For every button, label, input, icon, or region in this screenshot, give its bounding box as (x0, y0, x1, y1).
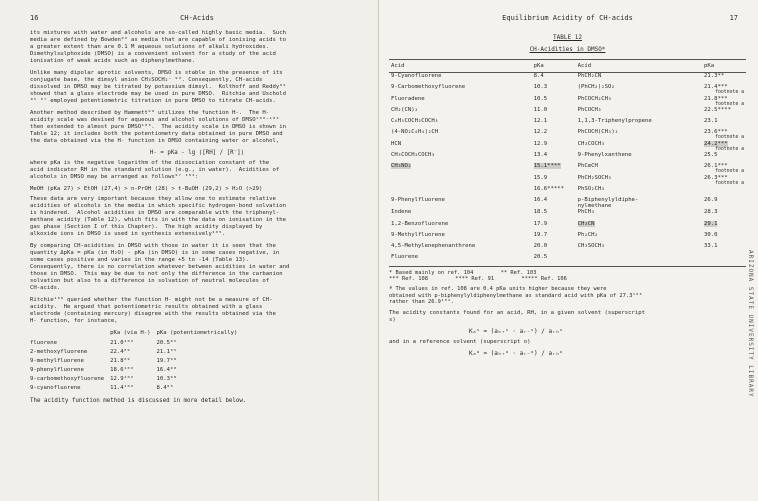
left-page-header (30, 14, 364, 30)
cell-text: 26.3*** (704, 174, 728, 181)
cell-text: 26.9 (704, 197, 718, 204)
table-cell (576, 141, 702, 152)
footnote: ** Ref. 103 (500, 269, 537, 276)
cell-text: PhC≡CH (577, 163, 598, 170)
right-page (379, 0, 758, 501)
cell-text: 9-Phenylxanthene (577, 152, 632, 159)
table-number: TABLE 12 (553, 34, 582, 41)
table-cell (702, 254, 746, 266)
table-cell (576, 175, 702, 186)
cell-text: Indene (391, 209, 412, 216)
cell-text: 18.5 (533, 209, 548, 216)
table-cell (532, 107, 576, 118)
table-header-row (389, 60, 746, 73)
table-cell: 8.4⁹⁵ (156, 384, 174, 391)
table-row (389, 197, 746, 209)
table-cell (532, 175, 576, 186)
cell-text: 20.5 (533, 254, 548, 261)
running-title: Equilibrium Acidity of CH-acids (502, 14, 633, 22)
cell-text: CH₃COCH₂COCH₃ (391, 152, 435, 159)
table-cell (576, 243, 702, 254)
table-cell (576, 221, 702, 232)
footnote: *** Ref. 108 (389, 276, 428, 283)
cell-text: CH₃CN (577, 220, 595, 227)
table-cell (532, 186, 576, 197)
table-row (389, 84, 746, 95)
cell-text: 21.4*** (704, 84, 728, 91)
cell-text: PhCH₂SOCH₃ (577, 174, 612, 181)
table-cell (576, 197, 702, 209)
table-row (389, 243, 746, 254)
table-row (389, 73, 746, 85)
table-row (389, 118, 746, 129)
comparison-table (30, 330, 243, 392)
cell-text: Fluoradene (391, 95, 425, 102)
paragraph: its mixtures with water and alcohols are so-called highly basic media. Such media are defined by Bowden⁹² as media that are capable of ionising acids to a greater extent than are 0.1 M aqueous solutions of alkali hydroxides. Dimethylsulphoxide (DMSO) is a convenient solvent for a study of the acid ionisation of weak acids such as diphenylmethane. (30, 30, 286, 64)
cell-text: (PhCH₂)₂SO₂ (577, 84, 615, 91)
table-cell (702, 243, 746, 254)
table-cell (576, 186, 702, 197)
footnote: **** Ref. 91 (455, 276, 495, 283)
table-cell (702, 84, 746, 95)
table-cell (532, 73, 576, 85)
table-cell: 21.8⁶⁹ (110, 357, 131, 364)
cell-text: 19.7 (533, 231, 548, 238)
table-cell (576, 118, 702, 129)
cell-text: 25.5 (704, 152, 718, 159)
cell-text: Fluorene (391, 254, 418, 261)
table-row (389, 209, 746, 220)
footnote-a: ª The values in ref. 108 are 0.4 pKa units higher because they were obtained with p-biphenylyldiphenylmethane as standard acid with pKa of 27.3¹⁰³ rather than 26.9¹⁰⁴. (389, 285, 643, 306)
cell-text: 8.4 (533, 73, 544, 79)
table-cell: 11.4¹⁰² (110, 384, 134, 391)
table-cell (702, 96, 746, 107)
cell-text: CH₂(CN)₂ (391, 106, 418, 113)
table-cell (702, 152, 746, 163)
footnote-marker: footnote a (715, 180, 744, 186)
table-cell (702, 163, 746, 174)
table-cell: 21.1⁹⁵ (156, 348, 177, 355)
table-caption: CH-Acidities in DMSO* (529, 46, 606, 53)
cell-text: 21.8*** (704, 95, 728, 102)
cell-text: PhCH₂CN (577, 73, 602, 79)
cell-text: 11.0 (533, 106, 548, 113)
table-row (30, 356, 243, 365)
paragraph: Ritchie¹⁰⁶ queried whether the function H₋ might not be a measure of CH- acidity. He argued that potentiometric results obtained with a glass electrode (containing mercury) disagree with the results obtained via the H₋ function, for instance, (30, 297, 276, 324)
table-cell (389, 209, 532, 220)
table-row (30, 383, 243, 392)
cell-text: 9-Cyanofluorene (391, 73, 442, 79)
cell-text: 1,2-Benzofluorene (391, 220, 449, 227)
cell-text: 23.6*** (704, 129, 728, 136)
cell-text: p-Biphenylyldiphe- nylmethane (577, 197, 639, 210)
library-stamp: ARIZONA STATE UNIVERSITY LIBRARY (747, 250, 754, 398)
cell-text: PhSO₂CH₃ (577, 185, 605, 192)
table-header-cell: Acid (576, 60, 702, 73)
table-cell (576, 73, 702, 85)
table-cell (576, 96, 702, 107)
cell-text: 10.3 (533, 84, 548, 91)
table-cell (576, 152, 702, 163)
cell-text: Ph₂CH₂ (577, 231, 598, 238)
cell-text: 28.3 (704, 209, 718, 216)
table-cell (532, 152, 576, 163)
table-row (389, 186, 746, 197)
hammett-formula: H₋ = pKa - lg ([RH] / [R⁻]) (149, 150, 245, 156)
table-row (389, 232, 746, 243)
table-cell: 18.6¹⁰² (110, 366, 134, 373)
table-cell (532, 254, 576, 266)
table-cell (532, 118, 576, 129)
footnote-marker: footnote a (715, 90, 744, 96)
cell-text: 16.6***** (533, 185, 564, 192)
cell-text: 10.5 (533, 95, 548, 102)
table-cell (389, 73, 532, 85)
paragraph: The acidity constants found for an acid, RH, in a given solvent (superscript s) (389, 309, 645, 323)
equation: Kₐˢ = (aₕ₊ˢ · aᵣ₋ˢ) / aᵣₕˢ (469, 327, 563, 335)
table-row (389, 152, 746, 163)
cell-text: PhCOCH₃ (577, 106, 602, 113)
table-cell (389, 163, 532, 174)
cell-text: 9-Phenylfluorene (391, 197, 445, 204)
table-cell (532, 141, 576, 152)
footnote-line (389, 270, 746, 277)
table-cell (576, 232, 702, 243)
footnote: * Based mainly on ref. 104 (389, 269, 474, 276)
table-cell: 20.5⁹⁵ (156, 339, 177, 346)
table-cell (576, 84, 702, 95)
table-cell: 19.7⁹⁸ (156, 357, 177, 364)
cell-text: 9-Carbomethoxyfluorene (391, 84, 466, 91)
table-cell (532, 163, 576, 174)
table-cell (576, 163, 702, 174)
table-row (389, 141, 746, 152)
cell-text: 16.4 (533, 197, 548, 204)
table-row (389, 96, 746, 107)
table-header-row (30, 330, 243, 338)
table-cell: 10.3⁹⁸ (156, 375, 177, 382)
cell-text: 9-Methylfluorene (391, 231, 445, 238)
table-cell (389, 107, 532, 118)
footnote: ***** Ref. 106 (521, 276, 567, 283)
table-row (389, 221, 746, 232)
table-cell (576, 209, 702, 220)
cell-text: 21.3** (704, 73, 725, 79)
page-number: 17 (729, 14, 738, 22)
paragraph: By comparing CH-acidities in DMSO with those in water it is seen that the quantity ΔpKa = pKa (in H₂O) - pKa (in DMSO) is in some cases negative, in some cases positive and varies in the range +5 to -14 (Table 13). Consequently, there is no correlation whatever between acidities in water and those in DMSO. This may be due to not only the difference in the carbanion solvation but also to a difference in solvation of neutral molecules of CH-acids. (30, 243, 290, 291)
table-cell (576, 254, 702, 266)
table-cell (532, 84, 576, 95)
table-cell (532, 221, 576, 232)
table-header-cell (30, 330, 110, 338)
table-row (389, 254, 746, 266)
cell-text: 20.0 (533, 243, 548, 250)
table-header-cell: Acid (389, 60, 532, 73)
table-cell (389, 186, 532, 197)
cell-text: CH₃NO₂ (391, 163, 412, 170)
cell-text: CH₃SOCH₃ (577, 243, 605, 250)
table-cell (389, 152, 532, 163)
table-cell (702, 129, 746, 140)
table-cell (532, 232, 576, 243)
cell-text: (4-NO₂C₆H₄)₂CH (391, 129, 439, 136)
table-row (30, 374, 243, 383)
cell-text: CH₃COCH₃ (577, 140, 605, 147)
cell-text: PhCOCH(CH₃)₂ (577, 129, 619, 136)
table-cell (702, 118, 746, 129)
cell-text: 24.2*** (704, 140, 728, 147)
table-row (389, 107, 746, 118)
cell-text: 1,1,3-Triphenylpropene (577, 118, 652, 125)
table-cell (702, 221, 746, 232)
footnote-marker: footnote a (715, 146, 744, 152)
table-cell: 12.9¹⁰² (110, 375, 134, 382)
cell-text: 23.1 (704, 118, 718, 125)
paragraph: and in a reference solvent (superscript o) (389, 338, 531, 345)
cell-text: 15.9 (533, 174, 548, 181)
table-cell (389, 175, 532, 186)
cell-text: 12.9 (533, 140, 548, 147)
table-cell (389, 254, 532, 266)
table-cell (532, 243, 576, 254)
table-header-cell: pKa (702, 60, 746, 73)
equation: Kₐᵒ = (aₕ₊ᵒ · aᵣ₋ᵒ) / aᵣₕᵒ (469, 349, 563, 357)
footnote-marker: footnote a (715, 169, 744, 175)
table-cell (389, 84, 532, 95)
table-cell (532, 197, 576, 209)
table-cell (389, 221, 532, 232)
table-cell: 9-phenylfluorene (30, 366, 84, 373)
table-cell (389, 118, 532, 129)
table-cell (389, 141, 532, 152)
page-number: 16 (30, 14, 39, 22)
table-row (389, 129, 746, 140)
table-cell (389, 96, 532, 107)
table-cell (532, 96, 576, 107)
table-cell (389, 243, 532, 254)
cell-text: 26.1*** (704, 163, 728, 170)
cell-text: 15.1**** (533, 163, 561, 170)
table-header-cell: pKa (via H₋) (110, 330, 151, 336)
table-cell (702, 141, 746, 152)
table-row (30, 338, 243, 347)
table-cell (702, 175, 746, 186)
running-title: CH-Acids (180, 14, 214, 22)
table-row (389, 175, 746, 186)
table-footnotes (389, 270, 746, 306)
alcohol-acidity-series: MeOH (pKa 27) > EtOH (27,4) > n-PrOH (28) > t-BuOH (29,2) > H₂O (>29) (30, 186, 263, 192)
paragraph: Another method described by Hammett⁹⁹ utilizes the function H₋. The H₋ acidity scale was devised for aqueous and alcohol solutions of DMSO¹⁰⁰⁻¹⁰² then extended to almost pure DMSO¹⁰³. The acidity scale in DMSO is shown in Table 12; it includes both the potentiometry data obtained in pure DMSO and the data obtained via the H₋ function in DMSO containing water or alcohol, (30, 110, 286, 144)
table-cell (389, 197, 532, 209)
table-cell (702, 107, 746, 118)
table-row (389, 163, 746, 174)
table-cell (702, 73, 746, 85)
table-cell (532, 209, 576, 220)
table-cell: fluorene (30, 339, 57, 346)
cell-text: 29.1 (704, 220, 718, 227)
cell-text: 4,5-Methylenephenanthrene (391, 243, 476, 250)
acidity-table (389, 59, 746, 267)
footnote-line (389, 276, 746, 283)
table-cell: 9-methylfluorene (30, 357, 84, 364)
footnote-marker: footnote a (715, 135, 744, 141)
paragraph: These data are very important because they allow one to estimate relative acidities of alcohols in the media in which specific hydrogen-bond solvation is hindered. Alcohol acidities in DMSO are comparable with the triphenyl- methane acidity (Table 12), which fits in with the data on ionisation in the gas phase (Section I of this Chapter). The high acidity displayed by alkoxide ions in DMSO is used in synthesis extensively¹⁰⁵. (30, 196, 286, 237)
table-row (30, 347, 243, 356)
cell-text: 13.4 (533, 152, 548, 159)
table-cell (389, 232, 532, 243)
cell-text: 33.1 (704, 243, 718, 250)
table-cell: 2-methoxyfluorene (30, 348, 88, 355)
paragraph: where pKa is the negative logarithm of the dissociation constant of the acid indicator RH in the standard solution (e.g., in water). Acidities of alcohols in DMSO may be arranged as follows⁹⁷ ¹⁰⁴: (30, 160, 280, 180)
table-cell (702, 209, 746, 220)
cell-text: 12.1 (533, 118, 548, 125)
table-cell (702, 232, 746, 243)
table-cell: 21.0¹⁰² (110, 339, 134, 346)
table-cell: 9-carbomethoxyfluorene (30, 375, 105, 382)
cell-text: 30.0 (704, 231, 718, 238)
cell-text: PhCH₃ (577, 209, 595, 216)
table-cell (532, 129, 576, 140)
table-cell (389, 129, 532, 140)
right-page-header (389, 14, 746, 30)
cell-text: PhCOCH₂CH₃ (577, 95, 612, 102)
table-cell: 22.4⁶⁹ (110, 348, 131, 355)
paragraph: Unlike many dipolar aprotic solvents, DMSO is stable in the presence of its conjugate base, the dimsyl anion CH₃SOCH₂⁻ ⁹³. Consequently, CH-acids dissolved in DMSO may be titrated by potassium dimsyl. Kolthoff and Reddy⁹⁴ showed that a glass electrode may be used in pure DMSO. Ritchie and Uschold ⁹⁵ ⁹⁷ employed potentiometric titration in pure DMSO to titrate CH-acids. (30, 70, 286, 104)
footnote-marker: footnote a (715, 101, 744, 107)
table-cell (702, 186, 746, 197)
cell-text: 22.5**** (704, 106, 731, 113)
cell-text: 17.9 (533, 220, 548, 227)
closing-note: The acidity function method is discussed in more detail below. (30, 398, 247, 404)
cell-text: C₆H₅COCH₂COCH₃ (391, 118, 439, 125)
table-cell: 9-cyanofluorene (30, 384, 81, 391)
table-cell (702, 197, 746, 209)
table-cell (576, 129, 702, 140)
table-cell: 16.4⁹⁸ (156, 366, 177, 373)
table-header-cell: pKa (potentiometrically) (156, 330, 238, 336)
cell-text: 12.2 (533, 129, 548, 136)
table-header-cell: pKa (532, 60, 576, 73)
cell-text: HCN (391, 140, 402, 147)
table-cell (576, 107, 702, 118)
table-row (30, 365, 243, 374)
